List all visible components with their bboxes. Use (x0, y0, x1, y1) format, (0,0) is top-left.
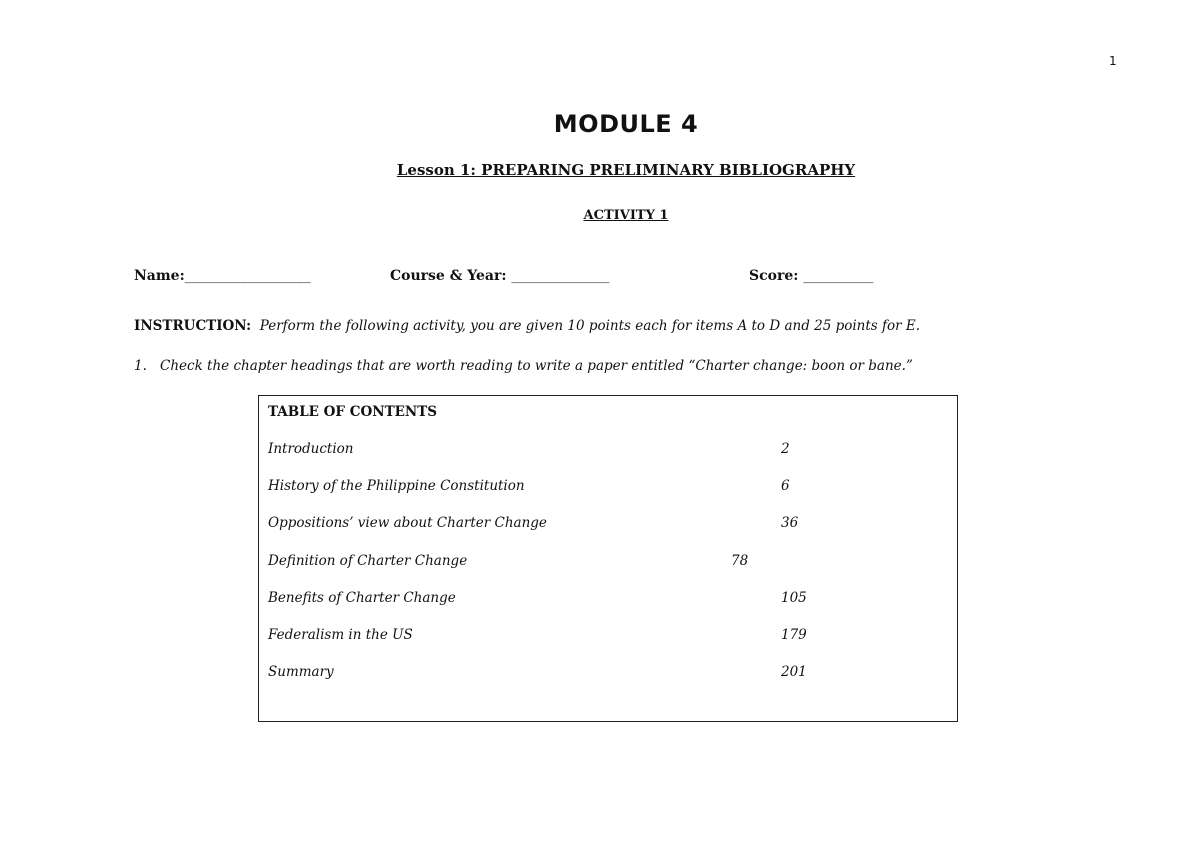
instruction-text: Perform the following activity, you are given 10 points each for items A to D and 25 points for E. (259, 318, 921, 334)
table-of-contents-box (258, 395, 958, 722)
course-year-blank[interactable]: ______________ (511, 268, 610, 284)
toc-entry-label: Benefits of Charter Change (268, 590, 456, 606)
toc-entry[interactable] (259, 553, 957, 573)
item-1-text: Check the chapter headings that are worth reading to write a paper entitled “Charter change: boon or bane.” (160, 358, 913, 374)
toc-entry-page: 36 (781, 515, 799, 531)
toc-entry-label: History of the Philippine Constitution (268, 478, 525, 494)
toc-entry[interactable] (259, 664, 957, 684)
score-field (749, 268, 873, 284)
instruction (134, 318, 920, 334)
item-1-number: 1. (134, 358, 147, 374)
name-field (134, 268, 311, 284)
toc-entry[interactable] (259, 590, 957, 610)
toc-entry-page: 179 (781, 627, 807, 643)
toc-entry[interactable] (259, 478, 957, 498)
instruction-label: INSTRUCTION: (134, 318, 252, 334)
course-year-label: Course & Year: (390, 268, 507, 284)
course-year-field (390, 268, 609, 284)
toc-entry-label: Federalism in the US (268, 627, 413, 643)
score-blank[interactable]: __________ (803, 268, 874, 284)
toc-entry-label: Introduction (268, 441, 354, 457)
toc-entry-page: 201 (781, 664, 807, 680)
item-1 (134, 358, 913, 374)
toc-entry-label: Definition of Charter Change (268, 553, 468, 569)
toc-entry[interactable] (259, 441, 957, 461)
lesson-title: Lesson 1: PREPARING PRELIMINARY BIBLIOGRAPHY (396, 161, 856, 179)
toc-entry-page: 6 (781, 478, 790, 494)
page-number: 1 (1109, 54, 1117, 68)
toc-entry-page: 105 (781, 590, 807, 606)
toc-entry[interactable] (259, 627, 957, 647)
score-label: Score: (749, 268, 799, 284)
module-title: MODULE 4 (553, 110, 699, 138)
toc-entry-page: 2 (781, 441, 790, 457)
toc-entry-label: Summary (268, 664, 334, 680)
toc-entry[interactable] (259, 515, 957, 535)
activity-title: ACTIVITY 1 (583, 208, 669, 223)
name-label: Name: (134, 268, 185, 284)
toc-entry-label: Oppositions’ view about Charter Change (268, 515, 547, 531)
toc-entry-page: 78 (731, 553, 749, 569)
name-blank[interactable]: __________________ (184, 268, 311, 284)
toc-title: TABLE OF CONTENTS (268, 404, 438, 420)
